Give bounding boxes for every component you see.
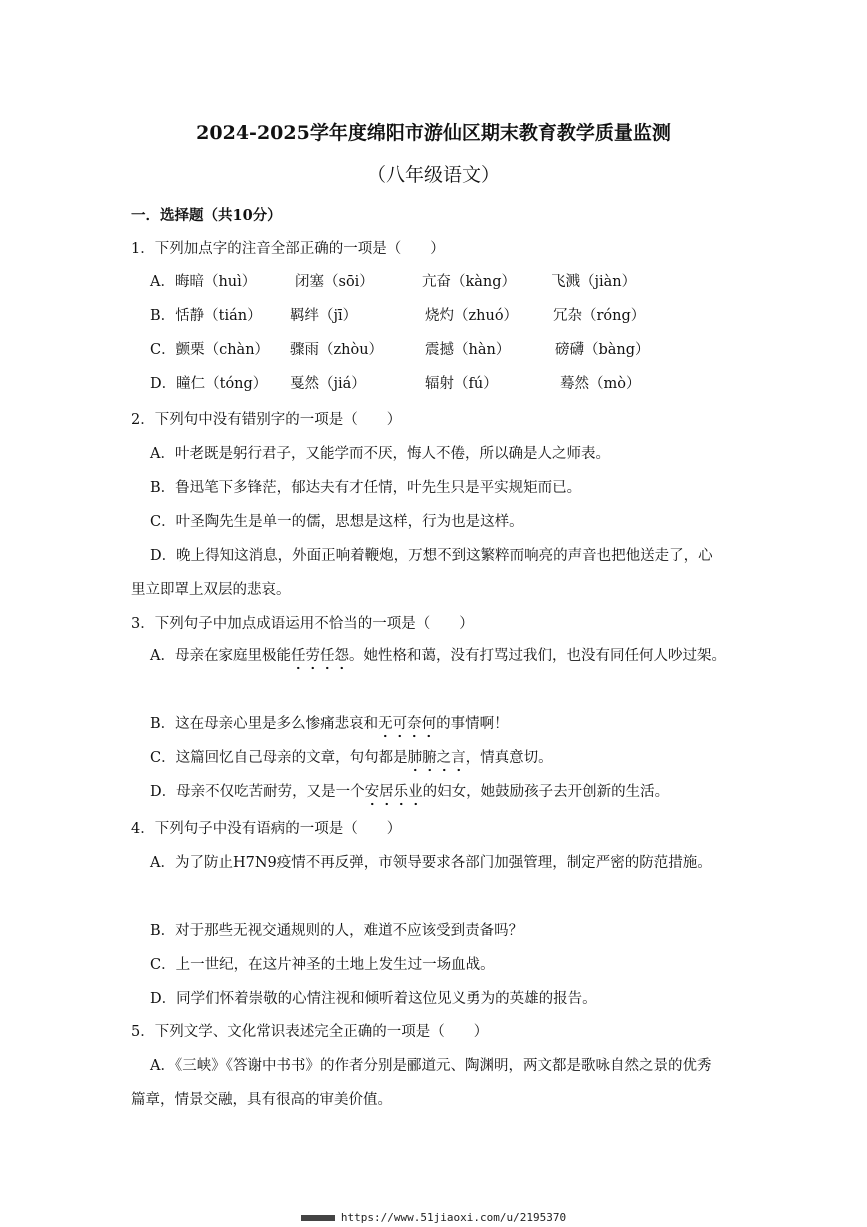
q4-option-c: C．上一世纪，在这片神圣的土地上发生过一场血战。 — [150, 957, 495, 973]
q1-option-b-4: 冗杂（róng） — [553, 308, 646, 324]
q1-option-d-3: 辐射（fú） — [425, 376, 498, 392]
q1-option-d-1: D．瞳仁（tóng） — [150, 376, 268, 392]
q3-c-idiom: 肺腑之言 — [408, 746, 466, 772]
q3-a-text-after: 。她性格和蔼，没有打骂过我们，也没有同任何人吵过架。 — [348, 648, 726, 664]
q1-option-a-3: 亢奋（kàng） — [422, 274, 517, 290]
q1-option-c-2: 骤雨（zhòu） — [290, 342, 384, 358]
q1-option-d-2: 戛然（jiá） — [290, 376, 366, 392]
q5-option-a: A．《三峡》《答谢中书书》的作者分别是郦道元、陶渊明，两文都是歌咏自然之景的优秀 — [150, 1058, 712, 1074]
q2-option-c: C．叶圣陶先生是单一的儒，思想是这样，行为也是这样。 — [150, 514, 524, 530]
q4-option-d: D．同学们怀着崇敬的心情注视和倾听着这位见义勇为的英雄的报告。 — [150, 991, 597, 1007]
q3-d-text-before: D．母亲不仅吃苦耐劳，又是一个 — [150, 784, 365, 800]
q3-option-b — [150, 712, 509, 738]
q3-c-text-after: ，情真意切。 — [465, 750, 553, 766]
question-4-stem: 4．下列句子中没有语病的一项是（ ） — [131, 821, 402, 837]
q3-d-idiom: 安居乐业 — [365, 780, 423, 806]
footer-url[interactable]: https://www.51jiaoxi.com/u/2195370 — [340, 1211, 567, 1224]
q3-b-text-before: B．这在母亲心里是多么惨痛悲哀和 — [150, 716, 379, 732]
q2-option-a: A．叶老既是躬行君子，又能学而不厌，悔人不倦，所以确是人之师表。 — [150, 446, 610, 462]
q3-option-d — [150, 780, 669, 806]
q1-option-a-2: 闭塞（sōi） — [295, 274, 374, 290]
question-1-stem: 1．下列加点字的注音全部正确的一项是（ ） — [131, 241, 445, 257]
q3-c-text-before: C．这篇回忆自己母亲的文章，句句都是 — [150, 750, 408, 766]
q5-option-a-continued: 篇章，情景交融，具有很高的审美价值。 — [131, 1092, 392, 1108]
q3-b-text-after: 的事情啊！ — [436, 716, 509, 732]
exam-subtitle: （八年级语文） — [366, 164, 500, 186]
q1-option-c-3: 震撼（hàn） — [425, 342, 511, 358]
q4-option-a: A．为了防止H7N9疫情不再反弹，市领导要求各部门加强管理，制定严密的防范措施。 — [150, 855, 712, 871]
q2-option-b: B．鲁迅笔下多锋茫，郁达夫有才任情，叶先生只是平实规矩而已。 — [150, 480, 582, 496]
q4-option-b: B．对于那些无视交通规则的人，难道不应该受到责备吗？ — [150, 923, 524, 939]
q1-option-a-4: 飞溅（jiàn） — [551, 274, 637, 290]
q3-option-c — [150, 746, 553, 772]
q2-option-d-continued: 里立即罩上双层的悲哀。 — [131, 582, 291, 598]
question-2-stem: 2．下列句中没有错别字的一项是（ ） — [131, 412, 402, 428]
q1-option-b-3: 烧灼（zhuó） — [425, 308, 519, 324]
watermark-logo — [301, 1215, 335, 1221]
question-3-stem: 3．下列句子中加点成语运用不恰当的一项是（ ） — [131, 616, 474, 632]
q3-a-idiom: 任劳任怨 — [291, 644, 349, 670]
q1-option-d-4: 蓦然（mò） — [560, 376, 641, 392]
q1-option-b-2: 羁绊（jī） — [290, 308, 358, 324]
q1-option-a-1: A．晦暗（huì） — [150, 274, 257, 290]
q3-a-text-before: A．母亲在家庭里极能 — [150, 648, 291, 664]
footer — [0, 1211, 867, 1224]
q3-option-a — [150, 644, 726, 670]
section-heading: 一．选择题（共10分） — [131, 207, 282, 224]
q1-option-c-1: C．颤栗（chàn） — [150, 342, 270, 358]
question-5-stem: 5．下列文学、文化常识表述完全正确的一项是（ ） — [131, 1024, 489, 1040]
q1-option-c-4: 磅礴（bàng） — [555, 342, 650, 358]
exam-title: 2024-2025学年度绵阳市游仙区期末教育教学质量监测 — [196, 122, 671, 144]
q1-option-b-1: B．恬静（tián） — [150, 308, 262, 324]
q3-d-text-after: 的妇女，她鼓励孩子去开创新的生活。 — [422, 784, 670, 800]
q3-b-idiom: 无可奈何 — [378, 712, 436, 738]
q2-option-d: D．晚上得知这消息，外面正响着鞭炮，万想不到这繁粹而响亮的声音也把他送走了，心 — [150, 548, 713, 564]
